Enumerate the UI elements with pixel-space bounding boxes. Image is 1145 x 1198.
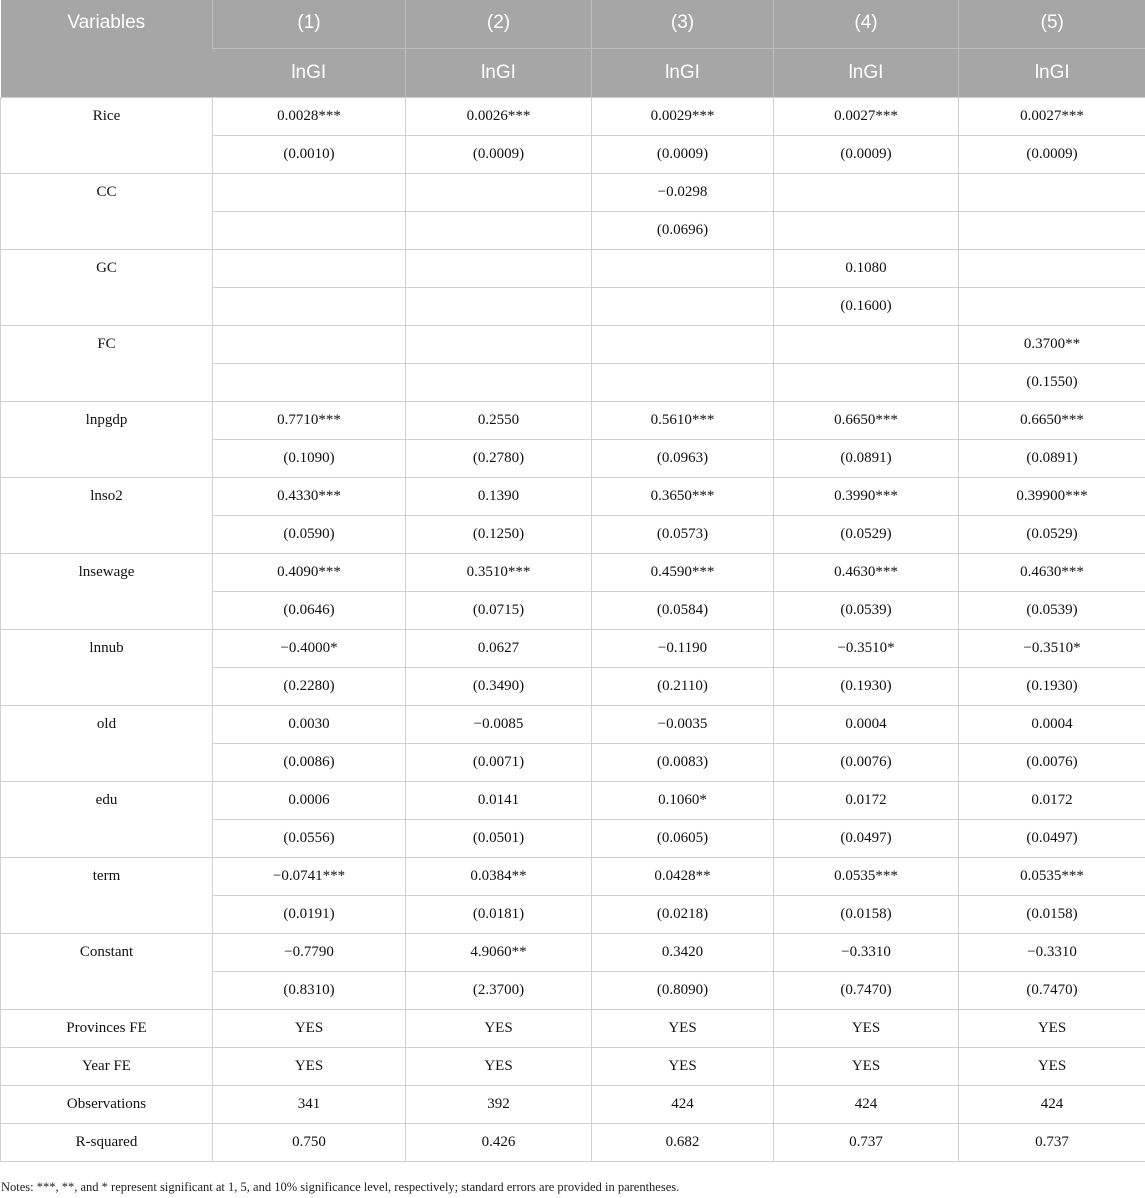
se-cell: (0.0191)	[213, 896, 406, 934]
coef-cell: 0.0029***	[592, 98, 774, 136]
coef-cell: 0.1080	[774, 250, 959, 288]
table-header	[1, 0, 1145, 98]
header-col-1: (1)	[213, 0, 406, 49]
coef-cell: 0.0428**	[592, 858, 774, 896]
coef-cell: 0.0141	[406, 782, 592, 820]
coef-cell: 0.3420	[592, 934, 774, 972]
se-cell: (0.1930)	[774, 668, 959, 706]
variable-label: lnnub	[1, 630, 213, 706]
se-cell: (0.2780)	[406, 440, 592, 478]
coef-row	[1, 98, 1145, 136]
coef-cell	[592, 326, 774, 364]
variable-label: Constant	[1, 934, 213, 1010]
se-cell: (0.0009)	[406, 136, 592, 174]
se-cell: (0.8310)	[213, 972, 406, 1010]
coef-cell: 0.6650***	[774, 402, 959, 440]
se-cell: (0.0071)	[406, 744, 592, 782]
stat-row	[1, 1010, 1145, 1048]
stat-cell: 424	[959, 1086, 1145, 1124]
se-cell: (0.0963)	[592, 440, 774, 478]
se-cell	[959, 212, 1145, 250]
coef-cell: 0.3510***	[406, 554, 592, 592]
coef-cell: −0.7790	[213, 934, 406, 972]
coef-cell	[959, 174, 1145, 212]
se-cell: (0.2110)	[592, 668, 774, 706]
se-cell: (0.0696)	[592, 212, 774, 250]
coef-cell	[774, 326, 959, 364]
coef-cell	[959, 250, 1145, 288]
se-cell: (0.0891)	[774, 440, 959, 478]
se-cell: (0.0715)	[406, 592, 592, 630]
se-cell	[406, 288, 592, 326]
se-cell: (0.0083)	[592, 744, 774, 782]
coef-cell: 0.3990***	[774, 478, 959, 516]
stat-row	[1, 1048, 1145, 1086]
coef-cell	[213, 326, 406, 364]
coef-row	[1, 554, 1145, 592]
stat-cell: YES	[959, 1010, 1145, 1048]
se-cell: (0.1090)	[213, 440, 406, 478]
se-cell	[406, 364, 592, 402]
coef-cell: 0.0030	[213, 706, 406, 744]
coef-row	[1, 174, 1145, 212]
coef-cell: −0.0298	[592, 174, 774, 212]
header-col-5: (5)	[959, 0, 1145, 49]
se-cell	[592, 364, 774, 402]
stat-label: Year FE	[1, 1048, 213, 1086]
variable-label: edu	[1, 782, 213, 858]
coef-row	[1, 782, 1145, 820]
se-cell: (0.7470)	[774, 972, 959, 1010]
stat-cell: YES	[406, 1010, 592, 1048]
stat-row	[1, 1124, 1145, 1162]
coef-cell: 0.5610***	[592, 402, 774, 440]
coef-cell: 0.0172	[959, 782, 1145, 820]
coef-cell: 0.1390	[406, 478, 592, 516]
stat-cell: 424	[592, 1086, 774, 1124]
stat-cell: 0.682	[592, 1124, 774, 1162]
coef-cell: 0.0027***	[959, 98, 1145, 136]
table-body	[1, 98, 1145, 1162]
coef-cell: −0.4000*	[213, 630, 406, 668]
se-cell	[213, 212, 406, 250]
coef-cell: 0.0004	[774, 706, 959, 744]
se-cell: (0.7470)	[959, 972, 1145, 1010]
se-cell: (0.0009)	[959, 136, 1145, 174]
header-col-3: (3)	[592, 0, 774, 49]
se-cell: (0.0158)	[774, 896, 959, 934]
variable-label: lnsewage	[1, 554, 213, 630]
se-cell: (0.1250)	[406, 516, 592, 554]
coef-cell: −0.3310	[959, 934, 1145, 972]
coef-cell: 0.4330***	[213, 478, 406, 516]
subheader-col-1: lnGI	[213, 49, 406, 98]
stat-cell: 0.426	[406, 1124, 592, 1162]
variable-label: term	[1, 858, 213, 934]
variable-label: CC	[1, 174, 213, 250]
coef-cell: 0.6650***	[959, 402, 1145, 440]
stat-cell: 0.737	[959, 1124, 1145, 1162]
coef-cell: 0.4630***	[774, 554, 959, 592]
se-cell: (0.0891)	[959, 440, 1145, 478]
subheader-col-4: lnGI	[774, 49, 959, 98]
se-cell: (0.0529)	[774, 516, 959, 554]
se-cell: (2.3700)	[406, 972, 592, 1010]
se-cell: (0.1930)	[959, 668, 1145, 706]
coef-cell: −0.1190	[592, 630, 774, 668]
coef-cell: 0.3700**	[959, 326, 1145, 364]
se-cell: (0.1550)	[959, 364, 1145, 402]
table-notes: Notes: ***, **, and * represent significant at 1, 5, and 10% significance level, respectively; standard errors are provided in parentheses.	[1, 1180, 680, 1194]
stat-row	[1, 1086, 1145, 1124]
coef-cell: 0.0172	[774, 782, 959, 820]
variable-label: FC	[1, 326, 213, 402]
stat-label: Observations	[1, 1086, 213, 1124]
se-cell: (0.0573)	[592, 516, 774, 554]
coef-cell: 0.0028***	[213, 98, 406, 136]
stat-cell: YES	[774, 1010, 959, 1048]
stat-cell: YES	[213, 1048, 406, 1086]
coef-cell	[406, 250, 592, 288]
se-cell: (0.0646)	[213, 592, 406, 630]
se-cell	[774, 212, 959, 250]
header-row	[1, 0, 1145, 49]
stat-cell: YES	[213, 1010, 406, 1048]
stat-cell: YES	[592, 1048, 774, 1086]
coef-cell: 0.7710***	[213, 402, 406, 440]
se-cell: (0.0218)	[592, 896, 774, 934]
coef-row	[1, 630, 1145, 668]
coef-row	[1, 934, 1145, 972]
header-col-2: (2)	[406, 0, 592, 49]
se-cell: (0.0009)	[774, 136, 959, 174]
se-cell: (0.0158)	[959, 896, 1145, 934]
variable-label: Rice	[1, 98, 213, 174]
se-cell: (0.0076)	[959, 744, 1145, 782]
stat-label: Provinces FE	[1, 1010, 213, 1048]
se-cell	[213, 364, 406, 402]
coef-row	[1, 250, 1145, 288]
coef-cell: 0.1060*	[592, 782, 774, 820]
se-cell: (0.0009)	[592, 136, 774, 174]
se-cell: (0.0086)	[213, 744, 406, 782]
se-cell: (0.0076)	[774, 744, 959, 782]
subheader-col-3: lnGI	[592, 49, 774, 98]
stat-cell: YES	[592, 1010, 774, 1048]
coef-cell: 0.4590***	[592, 554, 774, 592]
coef-cell: −0.0741***	[213, 858, 406, 896]
stat-label: R-squared	[1, 1124, 213, 1162]
coef-row	[1, 706, 1145, 744]
coef-cell: 0.0627	[406, 630, 592, 668]
coef-cell: 0.3650***	[592, 478, 774, 516]
stat-cell: 0.737	[774, 1124, 959, 1162]
stat-cell: 0.750	[213, 1124, 406, 1162]
stat-cell: 424	[774, 1086, 959, 1124]
variable-label: lnpgdp	[1, 402, 213, 478]
variable-label: old	[1, 706, 213, 782]
coef-cell: −0.3310	[774, 934, 959, 972]
coef-row	[1, 326, 1145, 364]
se-cell: (0.0181)	[406, 896, 592, 934]
header-variables: Variables	[1, 0, 213, 98]
coef-cell: 0.0006	[213, 782, 406, 820]
coef-cell: 4.9060**	[406, 934, 592, 972]
se-cell: (0.0497)	[959, 820, 1145, 858]
coef-cell: 0.0026***	[406, 98, 592, 136]
se-cell: (0.0501)	[406, 820, 592, 858]
se-cell: (0.0539)	[959, 592, 1145, 630]
coef-cell: −0.0035	[592, 706, 774, 744]
header-col-4: (4)	[774, 0, 959, 49]
se-cell: (0.0529)	[959, 516, 1145, 554]
coef-row	[1, 402, 1145, 440]
coef-cell	[213, 174, 406, 212]
se-cell: (0.3490)	[406, 668, 592, 706]
coef-cell: 0.0535***	[774, 858, 959, 896]
coef-cell: 0.4630***	[959, 554, 1145, 592]
stat-cell: YES	[959, 1048, 1145, 1086]
coef-cell: 0.2550	[406, 402, 592, 440]
stat-cell: 392	[406, 1086, 592, 1124]
coef-cell: 0.0027***	[774, 98, 959, 136]
coef-cell	[774, 174, 959, 212]
coef-row	[1, 478, 1145, 516]
se-cell: (0.8090)	[592, 972, 774, 1010]
variable-label: lnso2	[1, 478, 213, 554]
se-cell: (0.2280)	[213, 668, 406, 706]
se-cell: (0.0539)	[774, 592, 959, 630]
variable-label: GC	[1, 250, 213, 326]
se-cell: (0.0605)	[592, 820, 774, 858]
se-cell	[959, 288, 1145, 326]
coef-cell	[592, 250, 774, 288]
coef-row	[1, 858, 1145, 896]
se-cell: (0.0584)	[592, 592, 774, 630]
coef-cell: 0.39900***	[959, 478, 1145, 516]
se-cell	[774, 364, 959, 402]
se-cell: (0.0590)	[213, 516, 406, 554]
se-cell	[592, 288, 774, 326]
coef-cell: −0.3510*	[774, 630, 959, 668]
se-cell: (0.0556)	[213, 820, 406, 858]
se-cell	[406, 212, 592, 250]
coef-cell	[406, 326, 592, 364]
se-cell: (0.0010)	[213, 136, 406, 174]
subheader-col-5: lnGI	[959, 49, 1145, 98]
coef-cell: −0.3510*	[959, 630, 1145, 668]
subheader-col-2: lnGI	[406, 49, 592, 98]
stat-cell: YES	[774, 1048, 959, 1086]
se-cell: (0.0497)	[774, 820, 959, 858]
coef-cell: −0.0085	[406, 706, 592, 744]
coef-cell	[213, 250, 406, 288]
stat-cell: YES	[406, 1048, 592, 1086]
se-cell: (0.1600)	[774, 288, 959, 326]
stat-cell: 341	[213, 1086, 406, 1124]
coef-cell: 0.0004	[959, 706, 1145, 744]
coef-cell	[406, 174, 592, 212]
se-cell	[213, 288, 406, 326]
coef-cell: 0.0535***	[959, 858, 1145, 896]
coef-cell: 0.4090***	[213, 554, 406, 592]
coef-cell: 0.0384**	[406, 858, 592, 896]
